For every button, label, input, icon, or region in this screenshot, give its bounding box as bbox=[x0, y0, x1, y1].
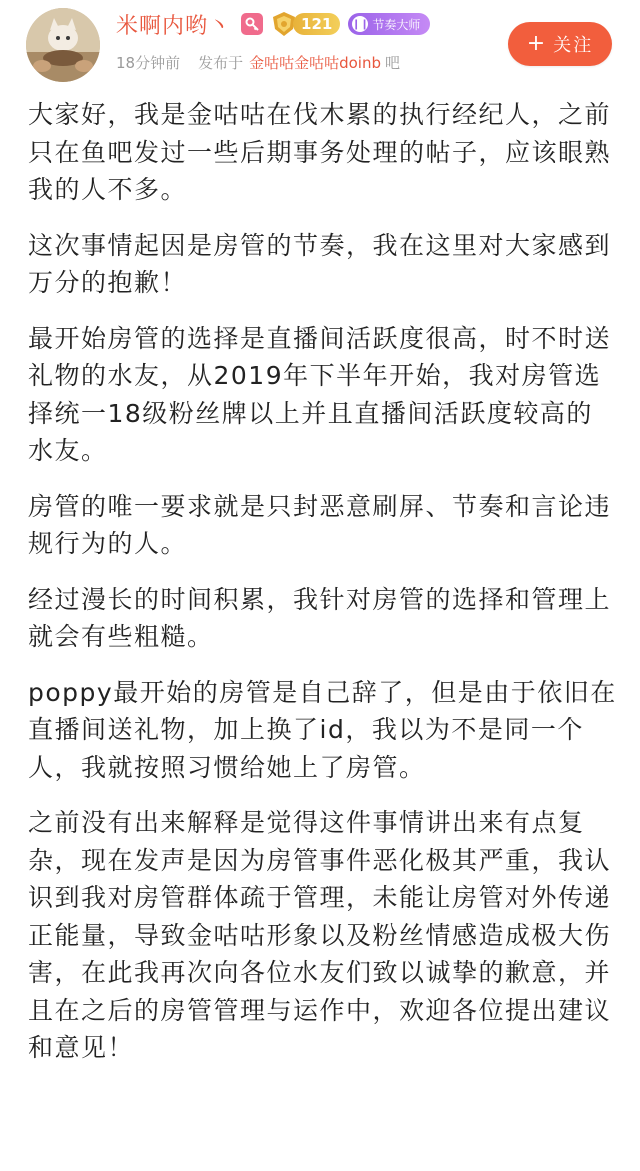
forum-suffix: 吧 bbox=[385, 53, 401, 72]
rhythm-badge-label: 节奏大师 bbox=[372, 17, 421, 32]
level-badge bbox=[271, 12, 340, 36]
plus-icon: + bbox=[526, 31, 548, 56]
post-paragraph: poppy最开始的房管是自己辞了，但是由于依旧在直播间送礼物，加上换了id，我以为不是同一个人，我就按照习惯给她上了房管。 bbox=[28, 677, 617, 782]
avatar-image bbox=[26, 8, 100, 82]
follow-button-label: 关注 bbox=[553, 35, 594, 56]
follow-button[interactable] bbox=[508, 22, 612, 66]
post-paragraph: 经过漫长的时间积累，我针对房管的选择和管理上就会有些粗糙。 bbox=[28, 584, 612, 651]
level-number: 121 bbox=[293, 13, 340, 35]
post-paragraph: 这次事情起因是房管的节奏，我在这里对大家感到万分的抱歉！ bbox=[28, 230, 612, 297]
username-row bbox=[116, 8, 430, 40]
key-icon bbox=[241, 13, 263, 35]
post-time: 18分钟前 bbox=[116, 53, 181, 72]
username[interactable]: 米啊内哟丶 bbox=[116, 13, 232, 39]
forum-link[interactable]: 金咕咕金咕咕doinb bbox=[249, 53, 382, 72]
rhythm-icon: ❙❙ bbox=[352, 16, 368, 32]
post-paragraph: 最开始房管的选择是直播间活跃度很高，时不时送礼物的水友，从2019年下半年开始，我对房管选择统一18级粉丝牌以上并且直播间活跃度较高的水友。 bbox=[28, 323, 612, 465]
post-paragraph: 大家好，我是金咕咕在伐木累的执行经纪人，之前只在鱼吧发过一些后期事务处理的帖子，应该眼熟我的人不多。 bbox=[28, 100, 612, 204]
post-paragraph: 之前没有出来解释是觉得这件事情讲出来有点复杂，现在发声是因为房管事件恶化极其严重，我认识到我对房管群体疏于管理，未能让房管对外传递正能量，导致金咕咕形象以及粉丝情感造成极大伤害，在此我再次向各位水友们致以诚挚的歉意，并且在之后的房管管理与运作中，欢迎各位提出建议和意见！ bbox=[28, 808, 612, 1062]
post-body bbox=[28, 96, 618, 1085]
post-paragraph: 房管的唯一要求就是只封恶意刷屏、节奏和言论违规行为的人。 bbox=[28, 491, 612, 558]
published-in-label: 发布于 bbox=[198, 53, 244, 72]
post-header bbox=[0, 0, 640, 86]
rhythm-master-badge bbox=[348, 13, 430, 35]
post-meta bbox=[116, 50, 400, 74]
user-avatar[interactable] bbox=[26, 8, 100, 82]
